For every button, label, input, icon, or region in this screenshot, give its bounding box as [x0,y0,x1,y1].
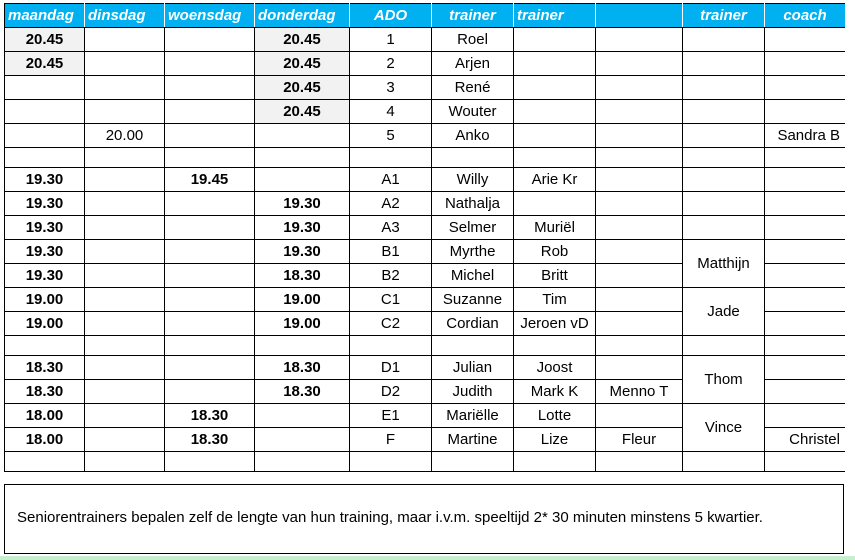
table-row [5,240,846,264]
cell-maandag[interactable]: 18.30 [5,380,85,404]
cell-trainer-3[interactable] [683,216,765,240]
cell-trainer-2[interactable]: Lize [514,428,596,452]
cell-trainer-1[interactable]: Cordian [432,312,514,336]
cell-maandag[interactable]: 20.45 [5,52,85,76]
header-donderdag[interactable]: donderdag [255,4,350,28]
cell-trainer-3-merged[interactable]: Thom [683,356,765,404]
empty-cell[interactable] [255,148,350,168]
cell-extra[interactable] [596,288,683,312]
sheet-right-margin [845,0,855,560]
empty-cell[interactable] [683,452,765,472]
empty-cell[interactable] [5,452,85,472]
cell-maandag[interactable]: 18.30 [5,356,85,380]
cell-trainer-1[interactable]: Judith [432,380,514,404]
cell-trainer-1[interactable]: Michel [432,264,514,288]
cell-donderdag[interactable]: 18.30 [255,356,350,380]
header-trainer-3[interactable]: trainer [683,4,765,28]
cell-trainer-2[interactable] [514,52,596,76]
table-row [5,76,846,100]
cell-coach[interactable]: Sandra B [765,124,846,148]
cell-extra[interactable] [596,216,683,240]
header-empty[interactable] [596,4,683,28]
empty-cell[interactable] [765,452,846,472]
cell-woensdag[interactable] [165,380,255,404]
cell-dinsdag[interactable] [85,428,165,452]
cell-trainer-2[interactable]: Tim [514,288,596,312]
cell-extra[interactable] [596,192,683,216]
cell-coach[interactable] [765,216,846,240]
cell-donderdag[interactable] [255,124,350,148]
cell-extra[interactable] [596,356,683,380]
cell-maandag[interactable]: 19.30 [5,240,85,264]
cell-extra[interactable] [596,240,683,264]
cell-trainer-1[interactable]: Roel [432,28,514,52]
cell-trainer-2[interactable] [514,76,596,100]
cell-coach[interactable] [765,100,846,124]
cell-trainer-1[interactable]: Mariëlle [432,404,514,428]
cell-team[interactable]: C1 [350,288,432,312]
cell-woensdag[interactable] [165,288,255,312]
cell-coach[interactable]: Christel [765,428,846,452]
table-row [5,288,846,312]
empty-cell[interactable] [765,336,846,356]
cell-team[interactable]: 2 [350,52,432,76]
cell-donderdag[interactable]: 19.00 [255,288,350,312]
empty-cell[interactable] [514,148,596,168]
empty-cell[interactable] [255,336,350,356]
cell-team[interactable]: D2 [350,380,432,404]
cell-woensdag[interactable] [165,312,255,336]
cell-extra[interactable] [596,404,683,428]
bottom-strip [0,556,855,560]
empty-row [5,452,846,472]
cell-team[interactable]: B2 [350,264,432,288]
cell-dinsdag[interactable] [85,216,165,240]
empty-cell[interactable] [5,336,85,356]
cell-woensdag[interactable]: 18.30 [165,404,255,428]
cell-trainer-3-merged[interactable]: Matthijn [683,240,765,288]
cell-coach[interactable] [765,240,846,264]
cell-trainer-2[interactable]: Lotte [514,404,596,428]
empty-row [5,336,846,356]
cell-woensdag[interactable] [165,356,255,380]
empty-cell[interactable] [596,336,683,356]
cell-coach[interactable] [765,264,846,288]
table-row [5,124,846,148]
cell-coach[interactable] [765,312,846,336]
cell-team[interactable]: 4 [350,100,432,124]
cell-trainer-2[interactable]: Rob [514,240,596,264]
cell-trainer-2[interactable]: Muriël [514,216,596,240]
empty-cell[interactable] [432,336,514,356]
empty-cell[interactable] [432,148,514,168]
cell-maandag[interactable]: 18.00 [5,404,85,428]
cell-donderdag[interactable]: 18.30 [255,264,350,288]
cell-maandag[interactable]: 19.00 [5,288,85,312]
cell-trainer-3[interactable] [683,52,765,76]
header-dinsdag[interactable]: dinsdag [85,4,165,28]
cell-maandag[interactable] [5,124,85,148]
header-coach[interactable]: coach [765,4,846,28]
empty-cell[interactable] [596,452,683,472]
empty-cell[interactable] [514,452,596,472]
cell-trainer-2[interactable] [514,28,596,52]
cell-donderdag[interactable]: 19.00 [255,312,350,336]
empty-cell[interactable] [683,336,765,356]
table-row [5,28,846,52]
cell-trainer-1[interactable]: René [432,76,514,100]
cell-team[interactable]: B1 [350,240,432,264]
cell-dinsdag[interactable] [85,100,165,124]
empty-cell[interactable] [596,148,683,168]
cell-coach[interactable] [765,380,846,404]
cell-coach[interactable] [765,288,846,312]
cell-team[interactable]: 1 [350,28,432,52]
cell-woensdag[interactable] [165,52,255,76]
note-text: Seniorentrainers bepalen zelf de lengte van hun training, maar i.v.m. speeltijd 2* 30 minuten minstens 5 kwartier. [17,509,763,526]
empty-cell[interactable] [165,336,255,356]
cell-trainer-2[interactable]: Jeroen vD [514,312,596,336]
cell-trainer-3-merged[interactable]: Jade [683,288,765,336]
cell-donderdag[interactable] [255,428,350,452]
cell-maandag[interactable] [5,76,85,100]
cell-maandag[interactable]: 20.45 [5,28,85,52]
cell-woensdag[interactable] [165,76,255,100]
empty-cell[interactable] [350,452,432,472]
cell-extra[interactable] [596,100,683,124]
table-row [5,404,846,428]
empty-cell[interactable] [165,148,255,168]
cell-maandag[interactable]: 18.00 [5,428,85,452]
cell-coach[interactable] [765,356,846,380]
cell-extra[interactable]: Menno T [596,380,683,404]
cell-woensdag[interactable] [165,192,255,216]
cell-woensdag[interactable] [165,28,255,52]
cell-extra[interactable] [596,28,683,52]
cell-dinsdag[interactable] [85,356,165,380]
empty-cell[interactable] [85,336,165,356]
cell-coach[interactable] [765,28,846,52]
cell-trainer-3[interactable] [683,100,765,124]
cell-trainer-2[interactable] [514,192,596,216]
header-trainer-2[interactable]: trainer [514,4,596,28]
empty-cell[interactable] [683,148,765,168]
cell-trainer-1[interactable]: Arjen [432,52,514,76]
cell-dinsdag[interactable] [85,312,165,336]
cell-trainer-3[interactable] [683,168,765,192]
cell-maandag[interactable]: 19.30 [5,192,85,216]
empty-cell[interactable] [350,148,432,168]
cell-extra[interactable] [596,264,683,288]
cell-woensdag[interactable] [165,216,255,240]
cell-trainer-3-merged[interactable]: Vince [683,404,765,452]
table-row [5,192,846,216]
cell-maandag[interactable]: 19.00 [5,312,85,336]
empty-cell[interactable] [5,148,85,168]
cell-dinsdag[interactable] [85,192,165,216]
table-row [5,52,846,76]
empty-cell[interactable] [165,452,255,472]
cell-woensdag[interactable]: 18.30 [165,428,255,452]
cell-woensdag[interactable] [165,264,255,288]
cell-dinsdag[interactable] [85,52,165,76]
cell-trainer-2[interactable] [514,124,596,148]
empty-cell[interactable] [255,452,350,472]
table-row [5,168,846,192]
cell-trainer-3[interactable] [683,124,765,148]
cell-trainer-1[interactable]: Julian [432,356,514,380]
cell-woensdag[interactable]: 19.45 [165,168,255,192]
cell-dinsdag[interactable] [85,168,165,192]
cell-donderdag[interactable]: 20.45 [255,52,350,76]
cell-dinsdag[interactable] [85,28,165,52]
cell-trainer-3[interactable] [683,192,765,216]
header-woensdag[interactable]: woensdag [165,4,255,28]
cell-extra[interactable] [596,52,683,76]
cell-woensdag[interactable] [165,100,255,124]
cell-donderdag[interactable]: 19.30 [255,240,350,264]
cell-woensdag[interactable] [165,240,255,264]
cell-dinsdag[interactable] [85,404,165,428]
table-row [5,356,846,380]
training-schedule-table [4,3,846,472]
cell-extra[interactable]: Fleur [596,428,683,452]
cell-donderdag[interactable]: 20.45 [255,76,350,100]
empty-cell[interactable] [432,452,514,472]
header-row [5,4,846,28]
cell-trainer-2[interactable]: Britt [514,264,596,288]
cell-maandag[interactable]: 19.30 [5,264,85,288]
table-row [5,216,846,240]
cell-coach[interactable] [765,192,846,216]
cell-coach[interactable] [765,52,846,76]
cell-dinsdag[interactable]: 20.00 [85,124,165,148]
cell-trainer-3[interactable] [683,76,765,100]
cell-team[interactable]: 3 [350,76,432,100]
cell-trainer-2[interactable]: Arie Kr [514,168,596,192]
cell-trainer-2[interactable]: Mark K [514,380,596,404]
cell-donderdag[interactable] [255,404,350,428]
empty-row [5,148,846,168]
cell-team[interactable]: 5 [350,124,432,148]
cell-donderdag[interactable]: 20.45 [255,100,350,124]
cell-woensdag[interactable] [165,124,255,148]
cell-team[interactable]: A2 [350,192,432,216]
cell-dinsdag[interactable] [85,380,165,404]
cell-team[interactable]: F [350,428,432,452]
cell-donderdag[interactable]: 19.30 [255,216,350,240]
empty-cell[interactable] [765,148,846,168]
header-trainer-1[interactable]: trainer [432,4,514,28]
cell-extra[interactable] [596,76,683,100]
table-row [5,100,846,124]
cell-donderdag[interactable] [255,168,350,192]
cell-team[interactable]: A3 [350,216,432,240]
cell-dinsdag[interactable] [85,288,165,312]
cell-team[interactable]: D1 [350,356,432,380]
cell-donderdag[interactable]: 20.45 [255,28,350,52]
cell-coach[interactable] [765,404,846,428]
cell-coach[interactable] [765,76,846,100]
cell-donderdag[interactable]: 18.30 [255,380,350,404]
empty-cell[interactable] [350,336,432,356]
cell-maandag[interactable]: 19.30 [5,216,85,240]
cell-trainer-2[interactable] [514,100,596,124]
cell-trainer-1[interactable]: Suzanne [432,288,514,312]
empty-cell[interactable] [85,452,165,472]
cell-trainer-1[interactable]: Myrthe [432,240,514,264]
cell-extra[interactable] [596,312,683,336]
cell-trainer-1[interactable]: Anko [432,124,514,148]
cell-trainer-1[interactable]: Martine [432,428,514,452]
header-ado[interactable]: ADO [350,4,432,28]
cell-dinsdag[interactable] [85,76,165,100]
cell-extra[interactable] [596,124,683,148]
cell-team[interactable]: E1 [350,404,432,428]
cell-dinsdag[interactable] [85,264,165,288]
cell-maandag[interactable] [5,100,85,124]
cell-donderdag[interactable]: 19.30 [255,192,350,216]
empty-cell[interactable] [514,336,596,356]
cell-team[interactable]: A1 [350,168,432,192]
cell-trainer-1[interactable]: Willy [432,168,514,192]
cell-team[interactable]: C2 [350,312,432,336]
cell-dinsdag[interactable] [85,240,165,264]
empty-cell[interactable] [85,148,165,168]
note-text-box[interactable] [4,484,844,554]
cell-trainer-1[interactable]: Wouter [432,100,514,124]
cell-extra[interactable] [596,168,683,192]
cell-coach[interactable] [765,168,846,192]
cell-trainer-1[interactable]: Nathalja [432,192,514,216]
cell-trainer-2[interactable]: Joost [514,356,596,380]
cell-trainer-3[interactable] [683,28,765,52]
cell-maandag[interactable]: 19.30 [5,168,85,192]
header-maandag[interactable]: maandag [5,4,85,28]
cell-trainer-1[interactable]: Selmer [432,216,514,240]
